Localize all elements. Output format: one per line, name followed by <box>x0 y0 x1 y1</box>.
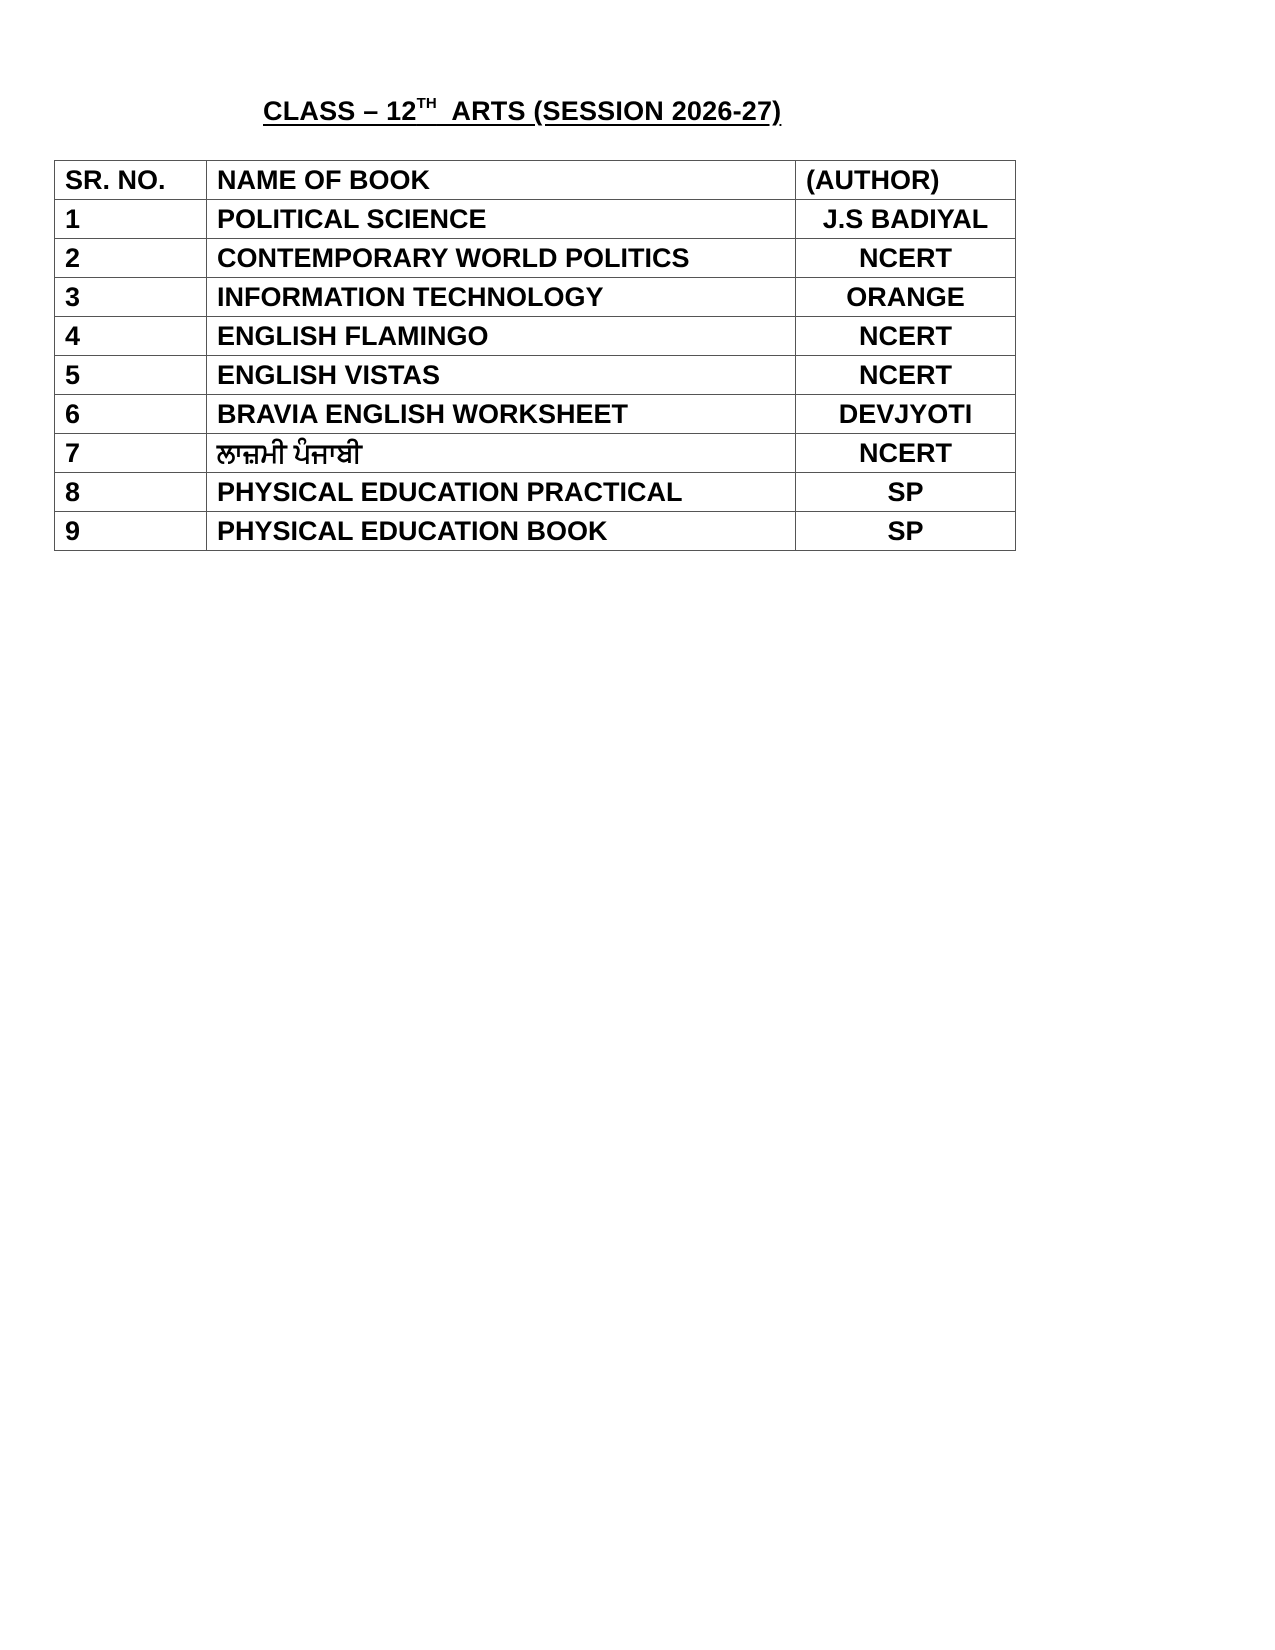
row-author: DEVJYOTI <box>796 395 1016 434</box>
row-sr-no: 8 <box>55 473 207 512</box>
row-book-name: ENGLISH VISTAS <box>207 356 796 395</box>
row-sr-no: 9 <box>55 512 207 551</box>
table-row <box>55 512 1016 551</box>
row-author: NCERT <box>796 317 1016 356</box>
row-sr-no: 7 <box>55 434 207 473</box>
table-header-row <box>55 161 1016 200</box>
row-author: SP <box>796 512 1016 551</box>
header-sr-no: SR. NO. <box>55 161 207 200</box>
table-row <box>55 356 1016 395</box>
row-book-name: INFORMATION TECHNOLOGY <box>207 278 796 317</box>
row-author: SP <box>796 473 1016 512</box>
row-author: NCERT <box>796 356 1016 395</box>
table-row <box>55 317 1016 356</box>
row-sr-no: 1 <box>55 200 207 239</box>
row-sr-no: 6 <box>55 395 207 434</box>
row-book-name: CONTEMPORARY WORLD POLITICS <box>207 239 796 278</box>
row-book-name: ENGLISH FLAMINGO <box>207 317 796 356</box>
title-suffix: ARTS (SESSION 2026-27) <box>436 96 782 126</box>
header-book-name: NAME OF BOOK <box>207 161 796 200</box>
header-author: (AUTHOR) <box>796 161 1016 200</box>
row-author: NCERT <box>796 239 1016 278</box>
row-sr-no: 5 <box>55 356 207 395</box>
table-row <box>55 473 1016 512</box>
page-title <box>263 96 781 127</box>
row-book-name: POLITICAL SCIENCE <box>207 200 796 239</box>
title-prefix: CLASS – 12 <box>263 96 417 126</box>
row-author: NCERT <box>796 434 1016 473</box>
row-author: J.S BADIYAL <box>796 200 1016 239</box>
table-row <box>55 200 1016 239</box>
table-row <box>55 239 1016 278</box>
row-book-name: BRAVIA ENGLISH WORKSHEET <box>207 395 796 434</box>
row-book-name: PHYSICAL EDUCATION BOOK <box>207 512 796 551</box>
title-superscript: TH <box>416 95 437 112</box>
row-book-name: PHYSICAL EDUCATION PRACTICAL <box>207 473 796 512</box>
row-sr-no: 3 <box>55 278 207 317</box>
table-row <box>55 395 1016 434</box>
row-author: ORANGE <box>796 278 1016 317</box>
book-list-table <box>54 160 1016 551</box>
table-row <box>55 278 1016 317</box>
table-row <box>55 434 1016 473</box>
row-sr-no: 4 <box>55 317 207 356</box>
row-book-name: ਲਾਜ਼ਮੀ ਪੰਜਾਬੀ <box>207 434 796 473</box>
row-sr-no: 2 <box>55 239 207 278</box>
